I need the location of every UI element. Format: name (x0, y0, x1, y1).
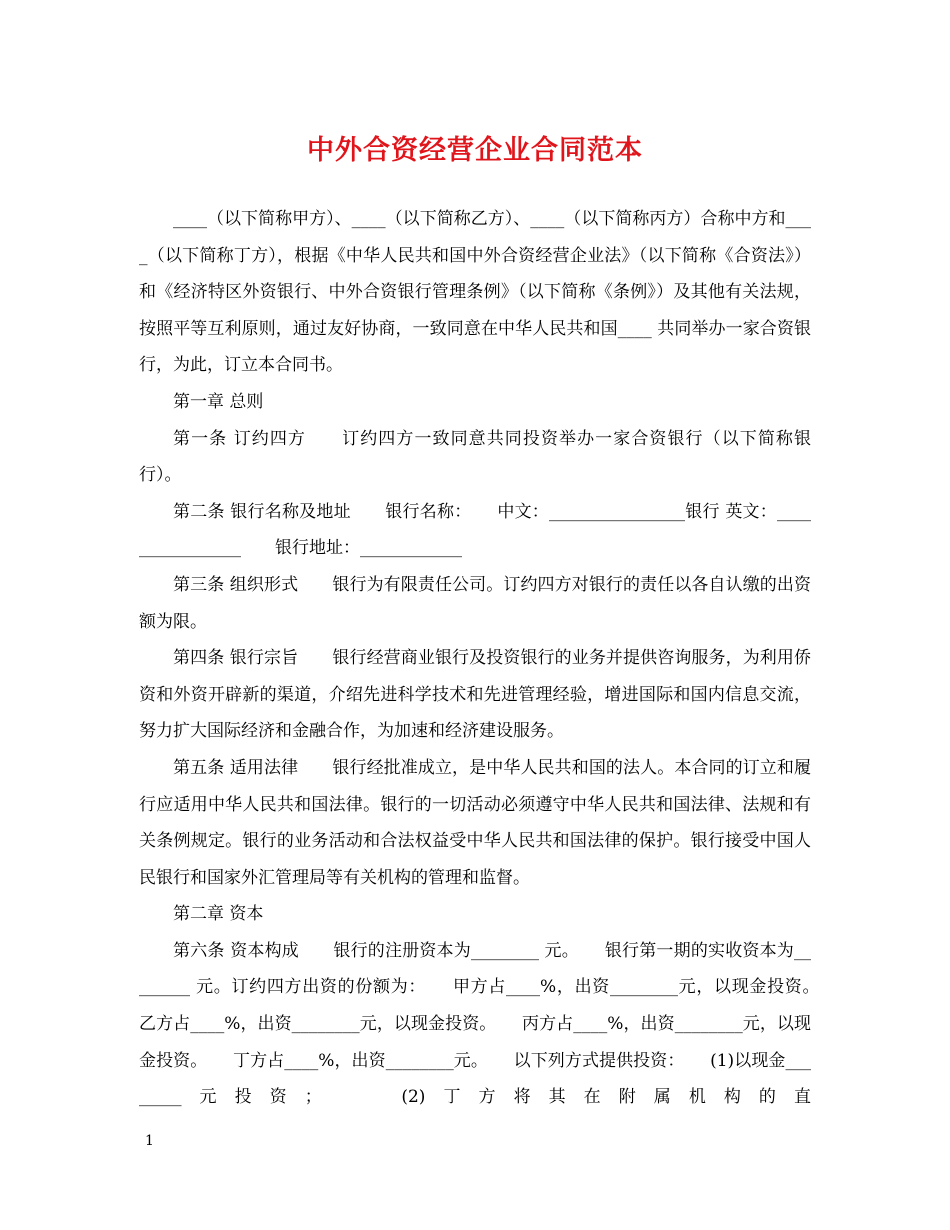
document-title: 中外合资经营企业合同范本 (307, 135, 643, 166)
preamble-paragraph: ____（以下简称甲方）、____（以下简称乙方）、____（以下简称丙方）合称中方和____（以下简称丁方），根据《中华人民共和国中外合资经营企业法》（以下简称《合资法》）和《经济特区外资银行、中外合资银行管理条例》（以下简称《条例》）及其他有关法规，按照平等互利原则，通过友好协商，一致同意在中华人民共和国____ 共同举办一家合资银行，为此，订立本合同书。 (139, 209, 811, 376)
article-2-paragraph: 第二条 银行名称及地址 银行名称： 中文：________________银行 英文：________________ 银行地址：____________ (139, 501, 811, 559)
article-3-paragraph: 第三条 组织形式 银行为有限责任公司。订约四方对银行的责任以各自认缴的出资额为限。 (139, 574, 811, 632)
document-body (139, 201, 845, 1116)
chapter-1-heading: 第一章 总则 (173, 391, 264, 412)
article-4-paragraph: 第四条 银行宗旨 银行经营商业银行及投资银行的业务并提供咨询服务，为利用侨资和外资开辟新的渠道，介绍先进科学技术和先进管理经验，增进国际和国内信息交流，努力扩大国际经济和金融合作，为加速和经济建设服务。 (139, 648, 811, 742)
chapter-2-heading: 第二章 资本 (173, 904, 264, 925)
article-5-paragraph: 第五条 适用法律 银行经批准成立，是中华人民共和国的法人。本合同的订立和履行应适用中华人民共和国法律。银行的一切活动必须遵守中华人民共和国法律、法规和有关条例规定。银行的业务活动和合法权益受中华人民共和国法律的保护。银行接受中国人民银行和国家外汇管理局等有关机构的管理和监督。 (139, 757, 811, 888)
page-number: 1 (145, 1133, 154, 1149)
article-6-paragraph: 第六条 资本构成 银行的注册资本为________ 元。 银行第一期的实收资本为________ 元。订约四方出资的份额为： 甲方占____%，出资________元，以现金投资。 乙方占____%，出资________元，以现金投资。 丙方占____%，出资________元，以现金投资。 丁方占____%，出资________元。 以下列方式提供投资： (1)以现金________元投资； (2)丁方将其在附属机构的直 (139, 940, 845, 1108)
article-1-paragraph: 第一条 订约四方 订约四方一致同意共同投资举办一家合资银行（以下简称银行）。 (139, 428, 811, 486)
